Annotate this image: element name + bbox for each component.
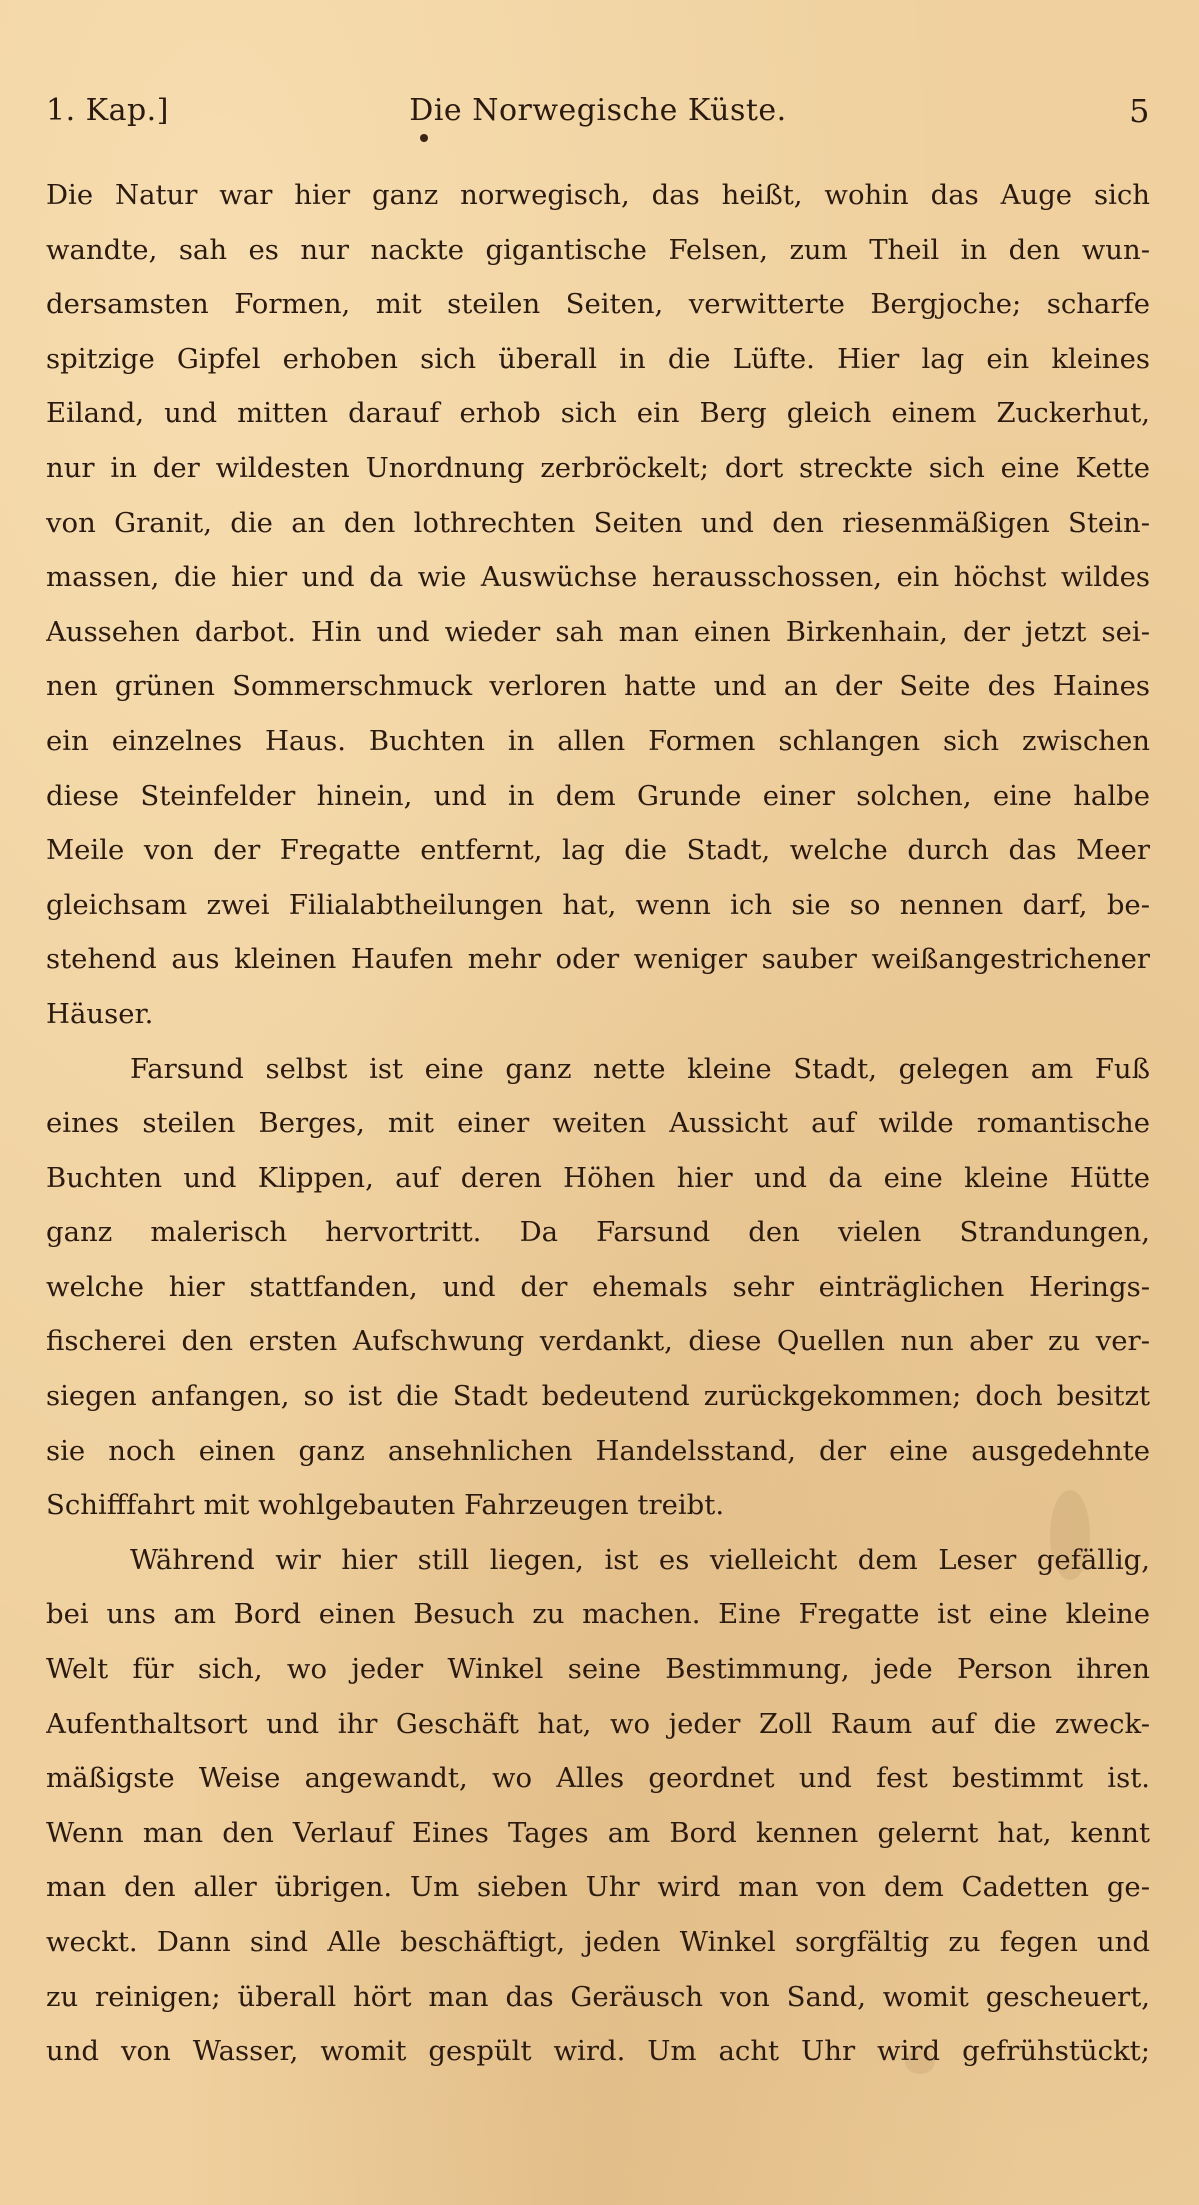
text-line: man den aller übrigen. Um sieben Uhr wird man von dem Cadetten ge- (46, 1871, 1150, 1904)
text-line: bei uns am Bord einen Besuch zu machen. Eine Fregatte ist eine kleine (46, 1598, 1150, 1631)
text-line: Aussehen darbot. Hin und wieder sah man einen Birkenhain, der jetzt sei- (46, 615, 1150, 648)
text-line: massen, die hier und da wie Auswüchse herausschossen, ein höchst wildes (46, 561, 1150, 594)
body-text (46, 168, 1150, 2079)
text-line: Schifffahrt mit wohlgebauten Fahrzeugen treibt. (46, 1489, 725, 1522)
text-line: diese Steinfelder hinein, und in dem Grunde einer solchen, eine halbe (46, 779, 1150, 812)
text-line: fischerei den ersten Aufschwung verdankt, diese Quellen nun aber zu ver- (46, 1325, 1150, 1358)
text-line: ganz malerisch hervortritt. Da Farsund den vielen Strandungen, (46, 1216, 1150, 1249)
text-line: Während wir hier still liegen, ist es vielleicht dem Leser gefällig, (130, 1543, 1150, 1576)
text-line: Aufenthaltsort und ihr Geschäft hat, wo jeder Zoll Raum auf die zweck- (46, 1707, 1150, 1740)
text-line: Meile von der Fregatte entfernt, lag die Stadt, welche durch das Meer (46, 834, 1150, 867)
text-line: wandte, sah es nur nackte gigantische Felsen, zum Theil in den wun- (46, 233, 1150, 266)
text-line: eines steilen Berges, mit einer weiten Aussicht auf wilde romantische (46, 1107, 1150, 1140)
text-line: zu reinigen; überall hört man das Geräusch von Sand, womit gescheuert, (46, 1980, 1150, 2013)
chapter-label: 1. Kap.] (46, 93, 169, 128)
text-line: ein einzelnes Haus. Buchten in allen Formen schlangen sich zwischen (46, 724, 1150, 757)
text-line: Die Natur war hier ganz norwegisch, das heißt, wohin das Auge sich (46, 179, 1150, 211)
text-line: sie noch einen ganz ansehnlichen Handelsstand, der eine ausgedehnte (46, 1434, 1150, 1467)
text-line: dersamsten Formen, mit steilen Seiten, verwitterte Bergjoche; scharfe (46, 288, 1150, 321)
text-line: siegen anfangen, so ist die Stadt bedeutend zurückgekommen; doch besitzt (46, 1380, 1150, 1413)
text-line: Eiland, und mitten darauf erhob sich ein Berg gleich einem Zuckerhut, (46, 397, 1150, 430)
text-line: nen grünen Sommerschmuck verloren hatte und an der Seite des Haines (46, 670, 1150, 703)
running-title: Die Norwegische Küste. (409, 93, 787, 128)
text-line: spitzige Gipfel erhoben sich überall in die Lüfte. Hier lag ein kleines (46, 342, 1150, 375)
text-line: Farsund selbst ist eine ganz nette kleine Stadt, gelegen am Fuß (130, 1052, 1150, 1085)
text-line: weckt. Dann sind Alle beschäftigt, jeden Winkel sorgfältig zu fegen und (46, 1926, 1150, 1958)
text-line: und von Wasser, womit gespült wird. Um acht Uhr wird gefrühstückt; (46, 2035, 1150, 2068)
text-line: welche hier stattfanden, und der ehemals sehr einträglichen Herings- (46, 1270, 1150, 1303)
page-number: 5 (1129, 92, 1150, 130)
text-line: Welt für sich, wo jeder Winkel seine Bestimmung, jede Person ihren (46, 1653, 1150, 1686)
text-line: mäßigste Weise angewandt, wo Alles geordnet und fest bestimmt ist. (46, 1762, 1150, 1795)
text-line: von Granit, die an den lothrechten Seiten und den riesenmäßigen Stein- (46, 506, 1150, 539)
text-line: gleichsam zwei Filialabtheilungen hat, wenn ich sie so nennen darf, be- (46, 888, 1150, 921)
text-line: nur in der wildesten Unordnung zerbröckelt; dort streckte sich eine Kette (46, 451, 1150, 484)
text-line: Buchten und Klippen, auf deren Höhen hier und da eine kleine Hütte (46, 1161, 1150, 1194)
text-line: stehend aus kleinen Haufen mehr oder weniger sauber weißangestrichener (46, 943, 1150, 976)
text-line: Wenn man den Verlauf Eines Tages am Bord kennen gelernt hat, kennt (46, 1816, 1150, 1849)
running-header (46, 86, 1150, 136)
text-line: Häuser. (46, 997, 154, 1030)
ink-dot (420, 134, 428, 142)
